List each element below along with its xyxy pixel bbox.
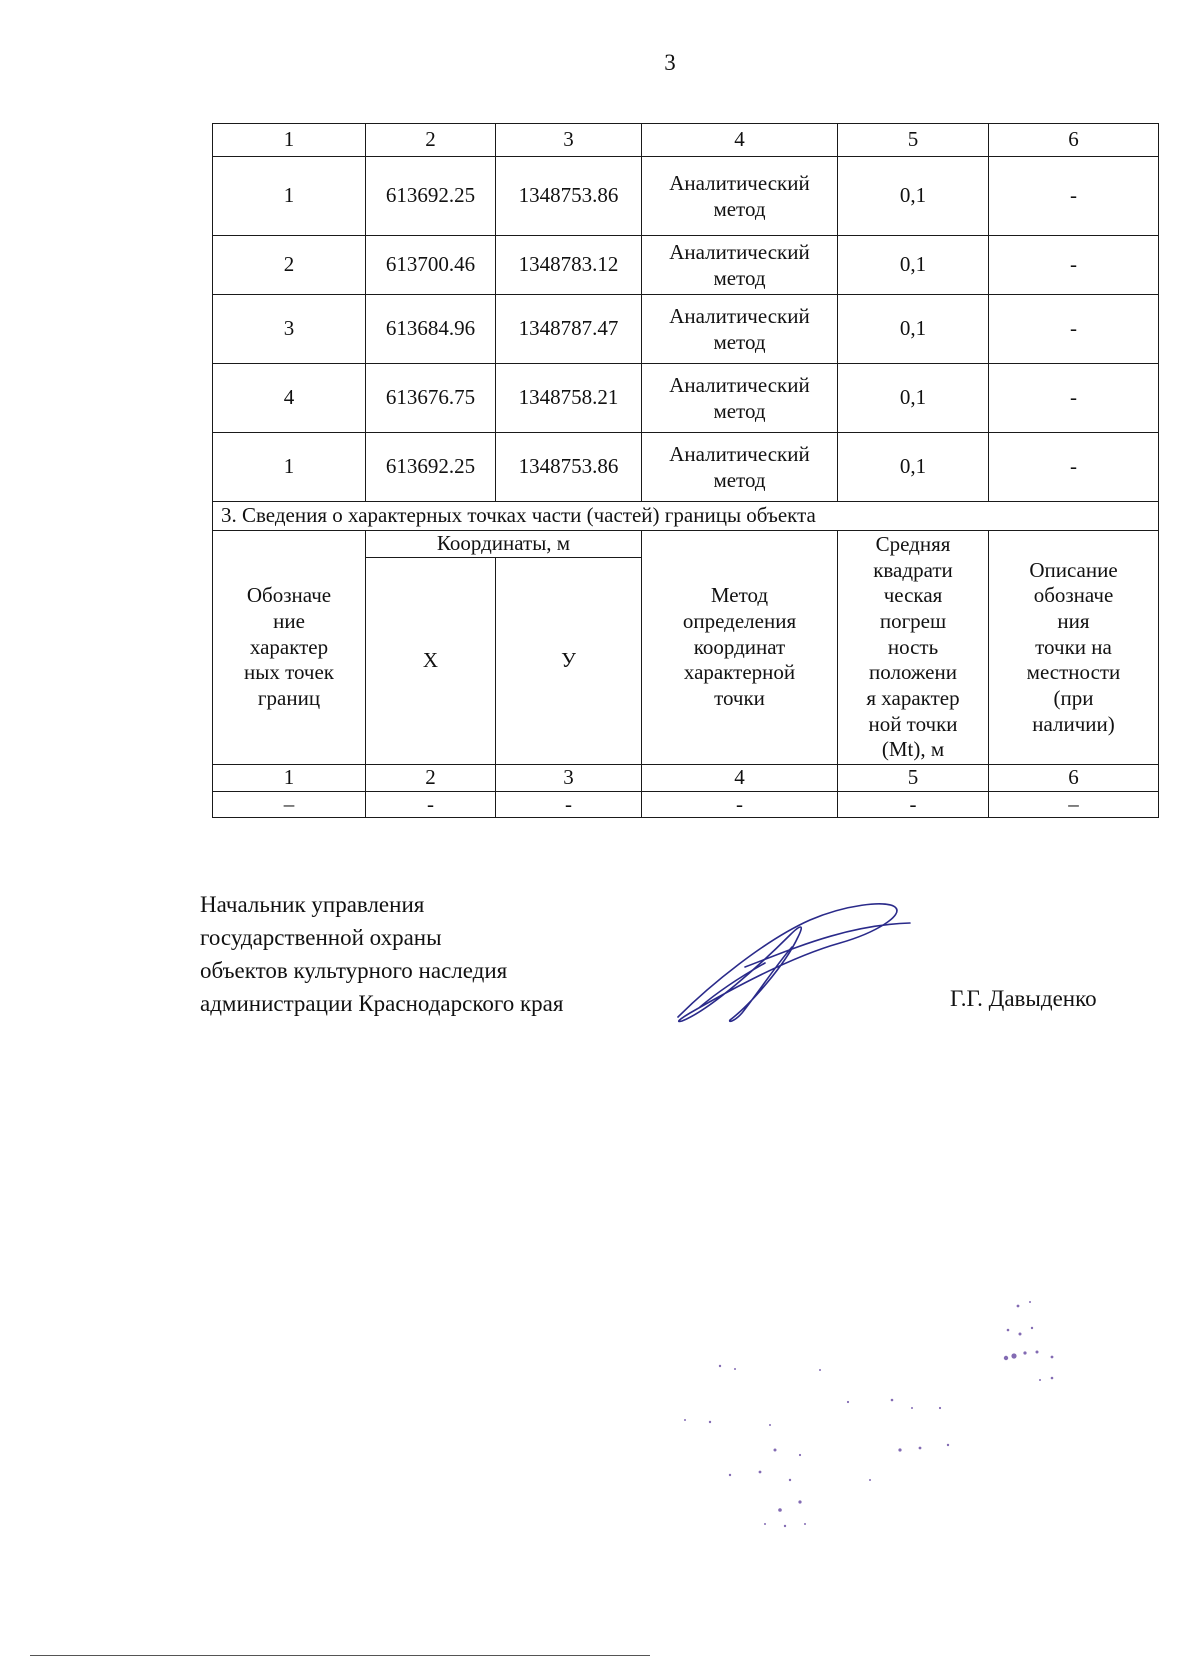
empty-cell: - [838,791,989,818]
method-line2: метод [713,329,766,354]
point-method [642,433,838,502]
section-header-row [213,531,1159,558]
column-number: 5 [838,765,989,792]
signature-stroke [745,923,910,967]
point-id: 3 [213,295,366,364]
point-method [642,157,838,236]
point-x: 613692.25 [366,157,496,236]
point-accuracy: 0,1 [838,433,989,502]
method-line2: метод [713,265,766,290]
point-id: 2 [213,236,366,295]
point-x: 613676.75 [366,364,496,433]
method-line1: Аналитический [669,170,810,195]
method-line1: Аналитический [669,372,810,397]
empty-cell: - [366,791,496,818]
point-id: 1 [213,433,366,502]
point-description: - [989,157,1159,236]
section-column-numbers-row [213,765,1159,792]
column-number: 3 [496,124,642,157]
empty-data-row [213,791,1159,818]
header-description: Описание обозначе ния точки на местности (при наличии) [989,531,1159,765]
table-row [213,157,1159,236]
column-number: 2 [366,765,496,792]
method-line1: Аналитический [669,441,810,466]
point-id: 1 [213,157,366,236]
page-number: 3 [664,50,676,75]
point-id: 4 [213,364,366,433]
point-description: - [989,236,1159,295]
point-accuracy: 0,1 [838,157,989,236]
column-number: 5 [838,124,989,157]
point-accuracy: 0,1 [838,295,989,364]
table-row [213,295,1159,364]
header-x: Х [366,558,496,765]
empty-cell: - [496,791,642,818]
header-accuracy: Средняя квадрати ческая погреш ность положени я характер ной точки (Mt), м [838,531,989,765]
section-title: 3. Сведения о характерных точках части (частей) границы объекта [213,502,1159,531]
empty-cell: – [989,791,1159,818]
faded-stamp [680,1290,1070,1530]
empty-cell: – [213,791,366,818]
point-description: - [989,364,1159,433]
column-number: 2 [366,124,496,157]
position-line: государственной охраны [200,925,442,950]
method-line1: Аналитический [669,239,810,264]
point-x: 613684.96 [366,295,496,364]
point-y: 1348753.86 [496,157,642,236]
header-coordinates: Координаты, м [366,531,642,558]
header-point-designation: Обозначе ние характер ных точек границ [213,531,366,765]
footer-rule [30,1655,650,1656]
position-line: администрации Краснодарского края [200,991,564,1016]
table-row [213,364,1159,433]
signatory-position [200,888,563,1020]
position-line: Начальник управления [200,892,425,917]
method-line2: метод [713,398,766,423]
handwritten-signature [670,895,920,1030]
table-row [213,433,1159,502]
position-line: объектов культурного наследия [200,958,508,983]
column-number: 6 [989,124,1159,157]
point-method [642,364,838,433]
column-number: 4 [642,124,838,157]
point-y: 1348758.21 [496,364,642,433]
point-y: 1348753.86 [496,433,642,502]
point-accuracy: 0,1 [838,364,989,433]
point-description: - [989,433,1159,502]
empty-cell: - [642,791,838,818]
signer-name: Г.Г. Давыденко [950,986,1097,1011]
table-row [213,236,1159,295]
point-method [642,295,838,364]
point-description: - [989,295,1159,364]
header-y: У [496,558,642,765]
coordinates-table [212,123,1159,818]
point-y: 1348783.12 [496,236,642,295]
point-y: 1348787.47 [496,295,642,364]
column-number: 1 [213,765,366,792]
column-numbers-row [213,124,1159,157]
point-x: 613692.25 [366,433,496,502]
column-number: 4 [642,765,838,792]
point-x: 613700.46 [366,236,496,295]
method-line2: метод [713,467,766,492]
method-line2: метод [713,196,766,221]
column-number: 6 [989,765,1159,792]
header-method: Метод определения координат характерной точки [642,531,838,765]
column-number: 3 [496,765,642,792]
method-line1: Аналитический [669,303,810,328]
point-accuracy: 0,1 [838,236,989,295]
section-title-row [213,502,1159,531]
column-number: 1 [213,124,366,157]
signature-stroke [678,904,897,1022]
point-method [642,236,838,295]
